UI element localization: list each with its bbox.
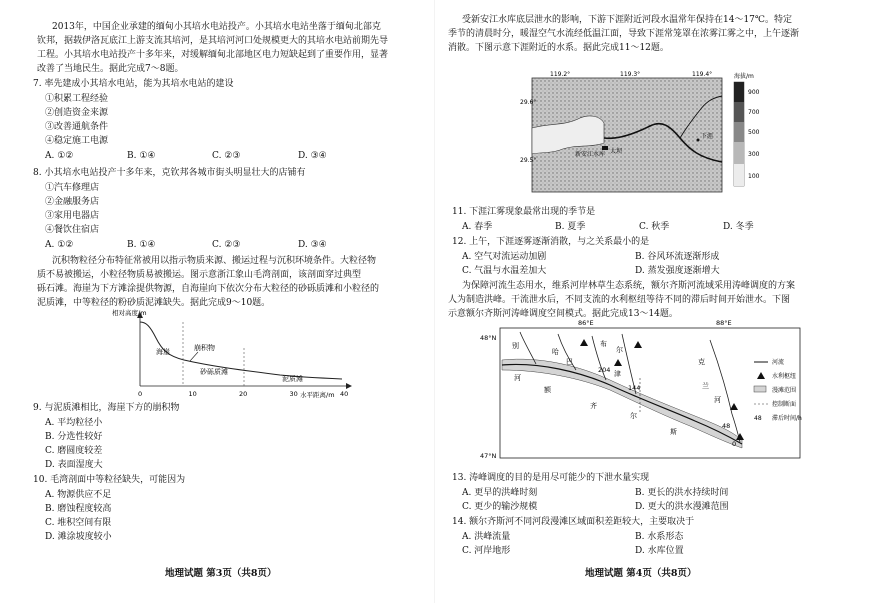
passage1-line: 改善了当地民生。据此完成7～8题。: [37, 64, 184, 74]
question-13-stem: 13. 涛峰调度的目的是用尽可能少的下泄水量实现: [452, 473, 650, 483]
lon-label: 119.3°: [620, 71, 641, 78]
q11-choice-a: A. 春季: [462, 222, 493, 232]
q10-option-b: B. 磨蚀程度较高: [45, 504, 112, 514]
q7-item: ③改善通航条件: [45, 122, 109, 132]
x-tick-label: 30: [289, 390, 298, 398]
legend-floodplain-swatch: [754, 386, 766, 392]
lag-time: 144: [628, 384, 641, 392]
river-name-char: 齐: [590, 402, 597, 410]
lon-label: 119.2°: [550, 71, 571, 78]
gravel-label: 砂砾质滩: [200, 368, 228, 376]
q14-option-c: C. 河岸地形: [462, 546, 511, 556]
legend-item: 河流: [772, 359, 785, 366]
legend-swatch-100: [734, 164, 744, 186]
lag-time: 0: [732, 440, 737, 448]
q7-item: ②创造资金来源: [45, 108, 109, 118]
xiaya-label: 下涯: [701, 133, 714, 140]
q11-choice-b: B. 夏季: [555, 222, 586, 232]
passage2-line: 泥质滩，中等粒径的粉砂质泥滩缺失。据此完成9～10题。: [37, 298, 271, 308]
legend-item: 漫滩范围: [772, 387, 797, 394]
legend-item: 滞后时间/h: [772, 415, 802, 422]
river-name-char: 尔: [616, 346, 623, 354]
x-tick-label: 40: [340, 390, 349, 398]
river-name-char: 别: [512, 342, 519, 350]
legend-value: 300: [748, 151, 760, 158]
river-name-char: 巴: [566, 358, 573, 366]
debris-label: 崩积物: [194, 344, 215, 352]
question-14-stem: 14. 额尔齐斯河不同河段漫滩区域面积差距较大，主要取决于: [452, 517, 695, 527]
dam-marker: [602, 146, 608, 150]
lag-time: 48: [722, 422, 731, 430]
page-footer: 地理试题 第4页（共8页）: [585, 568, 697, 579]
passage1-line: 钦邦，据载伊洛瓦底江上游支流其培河，是其培河河口处规模更大的其培水电站前期先导: [37, 36, 389, 46]
question-12-stem: 12. 上午，下涯逐雾逐渐消散，与之关系最小的是: [452, 237, 650, 247]
legend-swatch-900: [734, 82, 744, 102]
legend-value: 100: [748, 173, 760, 180]
question-9-stem: 9. 与泥质滩相比，海崖下方的崩积物: [33, 403, 180, 413]
lat-label: 29.6°: [520, 99, 537, 106]
page-footer: 地理试题 第3页（共8页）: [165, 568, 277, 579]
river-name-char: 克: [698, 358, 705, 366]
profile-figure: [110, 308, 410, 400]
river-name-char: 布: [600, 340, 607, 348]
q14-option-a: A. 洪峰流量: [462, 532, 511, 542]
passage2-line: 砾石滩。海崖为下方滩涂提供物源，自海崖向下依次分布大粒径的砂砾质滩和小粒径的: [37, 284, 380, 294]
lat-label: 48°N: [480, 334, 497, 342]
q8-item: ①汽车修理店: [45, 183, 100, 193]
question-7-stem: 7. 率先建成小其培水电站，能为其培水电站的建设: [33, 79, 234, 89]
legend-swatch-700: [734, 102, 744, 122]
q14-option-b: B. 水系形态: [635, 532, 684, 542]
q13-option-b: B. 更长的洪水持续时间: [635, 488, 729, 498]
lat-label: 47°N: [480, 452, 497, 460]
legend-item: 水利枢纽: [772, 373, 797, 380]
lat-label: 29.5°: [520, 157, 537, 164]
x-tick-label: 20: [239, 390, 248, 398]
lag-time: 204: [598, 366, 611, 374]
q9-option-d: D. 表面湿度大: [45, 460, 103, 470]
q13-option-a: A. 更早的洪峰时刻: [462, 488, 538, 498]
q9-option-a: A. 平均粒径小: [45, 418, 103, 428]
passage1-line: 受新安江水库底层泄水的影响，下游下涯附近河段水温常年保持在14～17℃。特定: [462, 15, 792, 25]
q7-choice-d: D. ③④: [298, 151, 327, 161]
lon-label: 119.4°: [692, 71, 713, 78]
passage1-line: 工程。小其培水电站投产十多年来，对缓解缅甸北部地区电力短缺起到了重要作用，显著: [37, 50, 389, 60]
question-11-stem: 11. 下涯江雾现象最常出现的季节是: [452, 207, 596, 217]
passage1-line: 消散。下图示意下涯附近的水系。据此完成11～12题。: [448, 43, 669, 53]
q11-choice-d: D. 冬季: [723, 222, 754, 232]
legend-swatch-500: [734, 122, 744, 142]
y-axis-label: 相对高度/m: [112, 309, 147, 317]
x-axis-label: 水平距离/m: [300, 391, 335, 399]
q12-option-c: C. 气温与水温差加大: [462, 266, 547, 276]
xiaya-marker: [697, 139, 700, 142]
legend-value: 700: [748, 109, 760, 116]
x-tick-label: 0: [138, 390, 143, 398]
river-name-char: 尔: [630, 412, 637, 420]
q12-option-d: D. 蒸发强度逐渐增大: [635, 266, 720, 276]
q10-option-a: A. 物源供应不足: [45, 490, 112, 500]
passage2-line: 人为制造洪峰。干流泄水后，不同支流的水利枢纽等待不同的滞后时间开始泄水。下图: [448, 295, 791, 305]
x-axis-arrow: [346, 383, 352, 389]
q11-choice-c: C. 秋季: [639, 222, 670, 232]
q8-choice-a: A. ①②: [45, 240, 74, 250]
dam-label: 大坝: [610, 148, 623, 155]
river-name-char: 河: [514, 374, 521, 382]
x-tick-label: 10: [188, 390, 197, 398]
legend-value: 500: [748, 129, 760, 136]
q9-option-c: C. 磨圆度较差: [45, 446, 103, 456]
q7-item: ①积累工程经验: [45, 94, 109, 104]
question-10-stem: 10. 毛湾剖面中等粒径缺失，可能因为: [33, 475, 186, 485]
q8-item: ③家用电器店: [45, 211, 100, 221]
q8-choice-d: D. ③④: [298, 240, 327, 250]
river-name-char: 斯: [670, 428, 677, 436]
q14-option-d: D. 水库位置: [635, 546, 684, 556]
passage2-line: 为保障河流生态用水，维系河岸林草生态系统，额尔齐斯河流域采用涛峰调度的方案: [462, 281, 796, 291]
lon-label: 88°E: [716, 319, 732, 327]
passage2-line: 示意额尔齐斯河涛峰调度空间模式。据此完成13～14题。: [448, 309, 678, 319]
passage1-line: 2013年，中国企业承建的缅甸小其培水电站投产。小其培水电站坐落于缅甸北部克: [52, 22, 381, 32]
cliff-label: 海崖: [156, 348, 170, 356]
reservoir-label: 新安江水库: [575, 151, 606, 158]
question-8-stem: 8. 小其培水电站投产十多年来，克钦邦各城市街头明显壮大的店铺有: [33, 168, 306, 178]
river-map: [480, 318, 820, 464]
legend-value: 900: [748, 89, 760, 96]
legend-item: 控制断面: [772, 401, 797, 408]
passage1-line: 季节的清晨时分，暖湿空气水流经低温江面，导致下涯常笼罩在浓雾江雾之中，上午逐渐: [448, 29, 800, 39]
debris-pointer: [190, 352, 198, 361]
q7-item: ④稳定施工电源: [45, 136, 109, 146]
profile-line: [140, 322, 342, 379]
right-page: [435, 0, 870, 603]
passage2-line: 沉积物粒径分布特征常被用以指示物质来源、搬运过程与沉积环境条件。大粒径物: [52, 256, 377, 266]
q12-option-a: A. 空气对流运动加剧: [462, 252, 547, 262]
q12-option-b: B. 谷风环流逐渐形成: [635, 252, 720, 262]
q8-item: ②金融服务店: [45, 197, 100, 207]
q7-choice-a: A. ①②: [45, 151, 74, 161]
q7-choice-c: C. ②③: [212, 151, 241, 161]
q8-choice-b: B. ①④: [127, 240, 156, 250]
q10-option-c: C. 堆积空间有限: [45, 518, 112, 528]
river-name-char: 河: [714, 396, 721, 404]
legend-title: 海拔/m: [734, 73, 754, 80]
q10-option-d: D. 滩涂坡度较小: [45, 532, 112, 542]
q13-option-c: C. 更少的输沙规模: [462, 502, 538, 512]
legend-number: 48: [754, 415, 762, 422]
q13-option-d: D. 更大的洪水漫滩范围: [635, 502, 729, 512]
mud-label: 泥质滩: [282, 375, 303, 383]
q7-choice-b: B. ①④: [127, 151, 156, 161]
terrain-map: [520, 68, 780, 196]
passage2-line: 质不易被搬运，小粒径物质易被搬运。图示意浙江象山毛湾剖面，该剖面穿过典型: [37, 270, 362, 280]
q9-option-b: B. 分选性较好: [45, 432, 103, 442]
river-name-char: 哈: [552, 348, 559, 356]
legend-swatch-300: [734, 142, 744, 164]
river-name-char: 兰: [702, 382, 709, 390]
q8-choice-c: C. ②③: [212, 240, 241, 250]
q8-item: ④餐饮住宿店: [45, 225, 100, 235]
river-name-char: 津: [614, 370, 621, 378]
lon-label: 86°E: [578, 319, 594, 327]
river-name-char: 额: [544, 386, 551, 394]
